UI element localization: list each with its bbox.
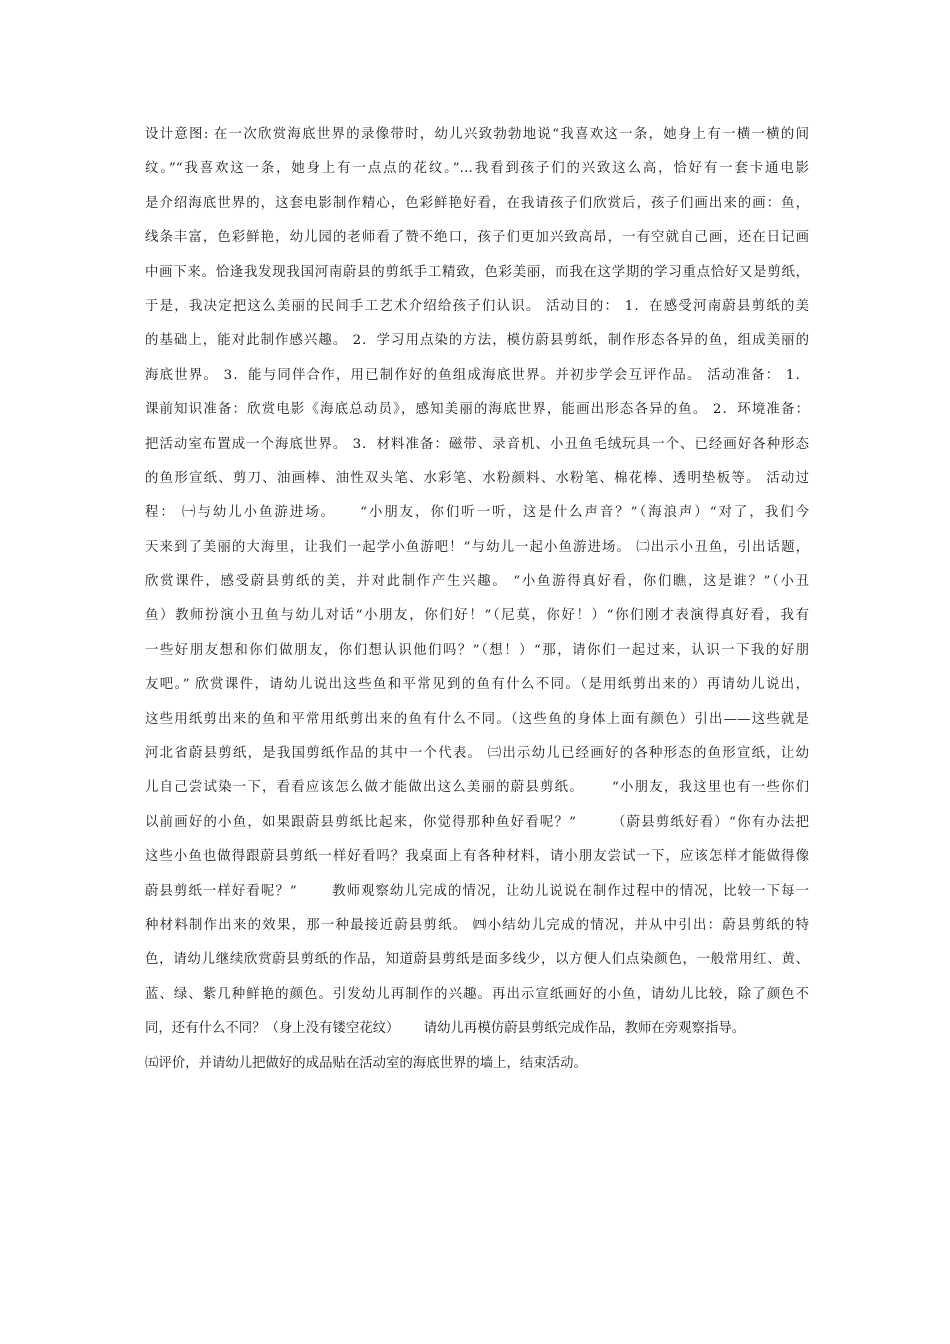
text-line: 一些好朋友想和你们做朋友，你们想认识他们吗？”（想！）“那，请你们一起过来，认识一下我的好朋 <box>145 642 809 658</box>
text-line: 于是，我决定把这么美丽的民间手工艺术介绍给孩子们认识。 活动目的： 1．在感受河南蔚县剪纸的美 <box>145 298 809 314</box>
text-line: 儿自己尝试染一下，看看应该怎么做才能做出这么美丽的蔚县剪纸。 “小朋友，我这里也有一些你们 <box>145 780 809 796</box>
text-line: 河北省蔚县剪纸，是我国剪纸作品的其中一个代表。 ㈢出示幼儿已经画好的各种形态的鱼形宣纸，让幼 <box>145 746 809 762</box>
text-line: 的基础上，能对此制作感兴趣。 2．学习用点染的方法，模仿蔚县剪纸，制作形态各异的鱼，组成美丽的 <box>145 333 809 349</box>
text-line: 课前知识准备：欣赏电影《海底总动员》，感知美丽的海底世界，能画出形态各异的鱼。 2．环境准备： <box>145 402 809 418</box>
text-line: 中画下来。恰逢我发现我国河南蔚县的剪纸手工精致，色彩美丽，而我在这学期的学习重点恰好又是剪纸， <box>145 264 809 280</box>
text-line: 友吧。” 欣赏课件，请幼儿说出这些鱼和平常见到的鱼有什么不同。（是用纸剪出来的）再请幼儿说出， <box>145 677 809 693</box>
text-line: 种材料制作出来的效果，那一种最接近蔚县剪纸。 ㈣小结幼儿完成的情况，并从中引出：蔚县剪纸的特 <box>145 917 809 933</box>
text-line: 同，还有什么不同？（身上没有镂空花纹） 请幼儿再模仿蔚县剪纸完成作品，教师在旁观察指导。 <box>145 1021 746 1037</box>
text-line: 这些用纸剪出来的鱼和平常用纸剪出来的鱼有什么不同。（这些鱼的身体上面有颜色）引出——这些就是 <box>145 711 809 727</box>
text-line: 这些小鱼也做得跟蔚县剪纸一样好看吗？我桌面上有各种材料，请小朋友尝试一下，应该怎样才能做得像 <box>145 849 809 865</box>
text-line: 蔚县剪纸一样好看呢？” 教师观察幼儿完成的情况，让幼儿说说在制作过程中的情况，比较一下每一 <box>145 883 809 899</box>
text-line: 以前画好的小鱼，如果跟蔚县剪纸比起来，你觉得那种鱼好看呢？” （蔚县剪纸好看）“你有办法把 <box>145 814 809 830</box>
text-line: 线条丰富，色彩鲜艳，幼儿园的老师看了赞不绝口，孩子们更加兴致高昂，一有空就自己画，还在日记画 <box>145 230 809 246</box>
text-line: 色，请幼儿继续欣赏蔚县剪纸的作品，知道蔚县剪纸是面多线少，以方便人们点染颜色，一般常用红、黄、 <box>145 952 809 968</box>
text-line: 程： ㈠与幼儿小鱼游进场。 “小朋友，你们听一听，这是什么声音？”（海浪声）“对了，我们今 <box>145 505 809 521</box>
text-line: 设计意图: 在一次欣赏海底世界的录像带时，幼儿兴致勃勃地说“我喜欢这一条，她身上有一横一横的间 <box>145 127 809 142</box>
text-line: 海底世界。 3．能与同伴合作，用已制作好的鱼组成海底世界。并初步学会互评作品。 活动准备： 1． <box>145 367 809 383</box>
text-line: 的鱼形宣纸、剪刀、油画棒、油性双头笔、水彩笔、水粉颜料、水粉笔、棉花棒、透明垫板等。 活动过 <box>145 470 809 486</box>
text-line: 蓝、绿、紫几种鲜艳的颜色。引发幼儿再制作的兴趣。再出示宣纸画好的小鱼，请幼儿比较，除了颜色不 <box>145 986 809 1002</box>
text-line: 鱼）教师扮演小丑鱼与幼儿对话“小朋友，你们好！”（尼莫，你好！）“你们刚才表演得真好看，我有 <box>145 608 809 624</box>
text-line: 欣赏课件，感受蔚县剪纸的美，并对此制作产生兴趣。 “小鱼游得真好看，你们瞧，这是谁？”（小丑 <box>145 574 809 590</box>
text-line: 天来到了美丽的大海里，让我们一起学小鱼游吧！”与幼儿一起小鱼游进场。 ㈡出示小丑鱼，引出话题， <box>145 539 809 555</box>
text-line: 纹。”“我喜欢这一条，她身上有一点点的花纹。”…我看到孩子们的兴致这么高，恰好有一套卡通电影 <box>145 161 809 177</box>
document-body <box>145 118 809 1081</box>
text-line: 是介绍海底世界的，这套电影制作精心，色彩鲜艳好看，在我请孩子们欣赏后，孩子们画出来的画：鱼， <box>145 195 809 211</box>
text-line: 把活动室布置成一个海底世界。 3．材料准备：磁带、录音机、小丑鱼毛绒玩具一个、已经画好各种形态 <box>145 436 809 452</box>
text-line: ㈤评价，并请幼儿把做好的成品贴在活动室的海底世界的墙上，结束活动。 <box>145 1055 587 1071</box>
